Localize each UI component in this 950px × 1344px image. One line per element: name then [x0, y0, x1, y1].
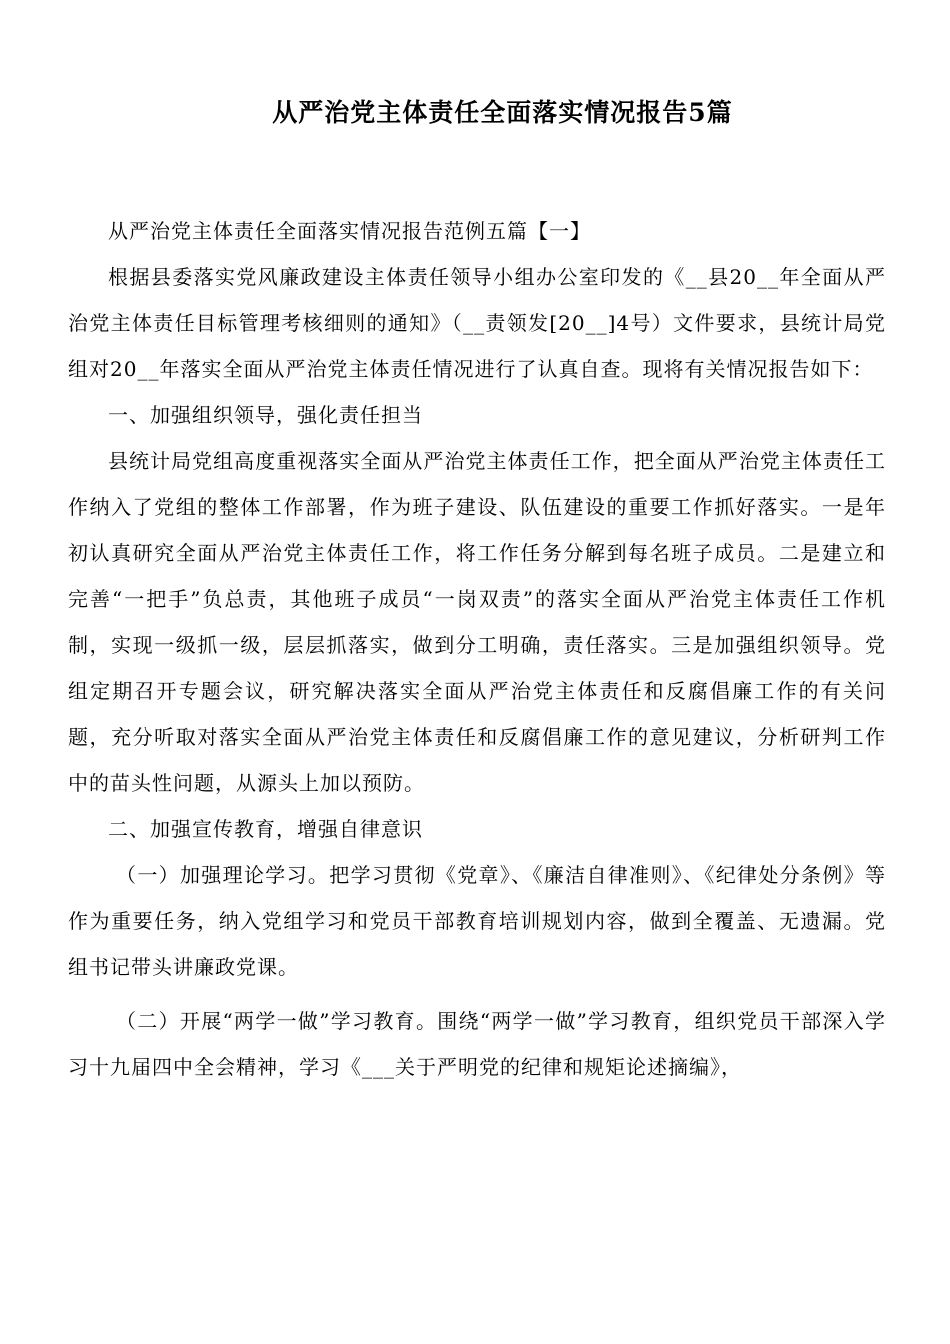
document-title: 从严治党主体责任全面落实情况报告5篇 — [272, 98, 733, 127]
document-body — [68, 208, 886, 1090]
document-subtitle: 从严治党主体责任全面落实情况报告范例五篇【一】 — [108, 219, 591, 243]
section-2-item-1: （一）加强理论学习。把学习贯彻《党章》、《廉洁自律准则》、《纪律处分条例》等作为重要任务，纳入党组学习和党员干部教育培训规划内容，做到全覆盖、无遗漏。党组书记带头讲廉政党课。 — [68, 863, 886, 979]
section-1-body: 县统计局党组高度重视落实全面从严治党主体责任工作，把全面从严治党主体责任工作纳入了党组的整体工作部署，作为班子建设、队伍建设的重要工作抓好落实。一是年初认真研究全面从严治党主体责任工作，将工作任务分解到每名班子成员。二是建立和完善“一把手”负总责，其他班子成员“一岗双责”的落实全面从严治党主体责任工作机制，实现一级抓一级，层层抓落实，做到分工明确，责任落实。三是加强组织领导。党组定期召开专题会议，研究解决落实全面从严治党主体责任和反腐倡廉工作的有关问题，充分听取对落实全面从严治党主体责任和反腐倡廉工作的意见建议，分析研判工作中的苗头性问题，从源头上加以预防。 — [68, 449, 886, 795]
intro-paragraph: 根据县委落实党风廉政建设主体责任领导小组办公室印发的《__县20__年全面从严治党主体责任目标管理考核细则的通知》（__责领发[20__]4号）文件要求，县统计局党组对20__年落实全面从严治党主体责任情况进行了认真自查。现将有关情况报告如下： — [68, 265, 886, 381]
section-2-heading: 二、加强宣传教育，增强自律意识 — [108, 817, 423, 841]
section-1-heading: 一、加强组织领导，强化责任担当 — [108, 403, 423, 427]
section-2-item-2: （二）开展“两学一做”学习教育。围绕“两学一做”学习教育，组织党员干部深入学习十九届四中全会精神，学习《___关于严明党的纪律和规矩论述摘编》， — [68, 1009, 886, 1079]
